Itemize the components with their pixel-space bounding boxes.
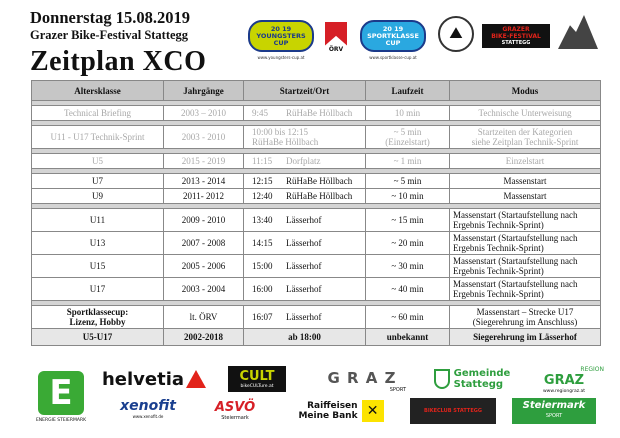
cell-jahrgang: 2015 - 2019 <box>164 154 244 169</box>
region-url: www.regiongraz.at <box>542 388 586 394</box>
festival-line3: STATTEGG <box>501 39 531 46</box>
cell-startzeit: 12:15 RüHaBe Höllbach <box>244 174 366 189</box>
cell-jahrgang: 2003 - 2004 <box>164 278 244 301</box>
cell-modus: Massenstart – Strecke U17 (Siegerehrung im Anschluss) <box>450 306 601 329</box>
sportklasse-url: www.sportklasse-cup.at <box>369 55 417 60</box>
cell-klasse: U15 <box>32 255 164 278</box>
cell-startzeit: 10:00 bis 12:15 RüHaBe Höllbach <box>244 126 366 149</box>
cell-klasse: U17 <box>32 278 164 301</box>
cell-klasse: U7 <box>32 174 164 189</box>
cell-jahrgang: 2003 - 2010 <box>164 126 244 149</box>
cell-laufzeit: ~ 5 min <box>366 174 450 189</box>
header-event: Grazer Bike-Festival Stattegg <box>30 28 189 42</box>
energie-steiermark-logo <box>33 366 89 428</box>
schedule-table <box>31 80 601 346</box>
youngsters-url: www.youngsters-cup.at <box>257 55 305 60</box>
gemeinde-line1: Gemeinde <box>453 368 511 379</box>
table-row <box>32 106 601 121</box>
col-modus: Modus <box>450 81 601 101</box>
table-row <box>32 209 601 232</box>
xenofit-url: www.xenofit.de <box>132 413 164 419</box>
cell-modus: Massenstart (Startaufstellung nach Ergebnis Technik-Sprint) <box>450 255 601 278</box>
cell-laufzeit: ~ 60 min <box>366 306 450 329</box>
sportklasse-cup-logo <box>356 16 430 60</box>
helvetia-triangle-icon <box>186 370 206 388</box>
cell-modus: Siegerehrung im Lässerhof <box>450 329 601 346</box>
cell-startzeit: 12:40 RüHaBe Höllbach <box>244 189 366 204</box>
graz-sport-logo <box>318 366 406 396</box>
cell-jahrgang: 2005 - 2006 <box>164 255 244 278</box>
raiffeisen-line2: Meine Bank <box>298 411 358 421</box>
helvetia-logo <box>102 368 206 390</box>
bikecult-logo <box>228 366 286 392</box>
col-jahrgaenge: Jahrgänge <box>164 81 244 101</box>
youngsters-year: 20 19 <box>270 24 292 33</box>
table-row <box>32 306 601 329</box>
cell-klasse: U11 - U17 Technik-Sprint <box>32 126 164 149</box>
stattegg-shield-icon <box>434 369 450 389</box>
cell-klasse: Technical Briefing <box>32 106 164 121</box>
orv-shape-icon <box>325 22 347 46</box>
cell-klasse: Sportklassecup: Lizenz, Hobby <box>32 306 164 329</box>
raiffeisen-logo <box>286 398 396 424</box>
cell-klasse: U5 <box>32 154 164 169</box>
cell-startzeit: ab 18:00 <box>244 329 366 346</box>
cell-modus: Massenstart (Startaufstellung nach Ergebnis Technik-Sprint) <box>450 232 601 255</box>
cell-laufzeit: 10 min <box>366 106 450 121</box>
gemeinde-stattegg-logo <box>430 366 514 392</box>
cell-modus: Startzeiten der Kategorien siehe Zeitplan Technik-Sprint <box>450 126 601 149</box>
cell-klasse: U9 <box>32 189 164 204</box>
orv-logo <box>322 16 350 58</box>
energie-icon: E <box>38 371 84 415</box>
sportklasse-cup: CUP <box>385 38 401 47</box>
table-row <box>32 232 601 255</box>
raiffeisen-line1: Raiffeisen <box>307 401 358 411</box>
cell-laufzeit: ~ 5 min (Einzelstart) <box>366 126 450 149</box>
cell-laufzeit: ~ 10 min <box>366 189 450 204</box>
xenofit-text: xenofit <box>120 397 176 414</box>
steiermark-sport-logo <box>512 398 596 424</box>
region-line1: REGION <box>580 365 604 373</box>
cell-startzeit: 13:40 Lässerhof <box>244 209 366 232</box>
col-startzeit: Startzeit/Ort <box>244 81 366 101</box>
festival-line2: BIKE-FESTIVAL <box>491 32 541 40</box>
graz-sub: SPORT <box>389 387 406 393</box>
steiermark-sub: SPORT <box>545 413 563 419</box>
cell-klasse: U5-U17 <box>32 329 164 346</box>
helvetia-text: helvetia <box>101 368 185 390</box>
cell-startzeit: 15:00 Lässerhof <box>244 255 366 278</box>
bikeclub-stattegg-logo <box>410 398 496 424</box>
youngsters-cup-logo <box>244 16 318 60</box>
table-row <box>32 126 601 149</box>
gemeinde-line2: Stattegg <box>453 379 504 390</box>
bikeclub-text: BIKECLUB STATTEGG <box>424 408 482 414</box>
cell-startzeit: 14:15 Lässerhof <box>244 232 366 255</box>
cell-laufzeit: ~ 20 min <box>366 232 450 255</box>
xenofit-logo <box>110 393 186 423</box>
col-altersklasse: Altersklasse <box>32 81 164 101</box>
cell-modus: Massenstart <box>450 174 601 189</box>
youngsters-cup: CUP <box>273 38 289 47</box>
cell-jahrgang: lt. ÖRV <box>164 306 244 329</box>
cell-klasse: U13 <box>32 232 164 255</box>
table-row <box>32 278 601 301</box>
cell-laufzeit: ~ 15 min <box>366 209 450 232</box>
sportklasse-year: 20 19 <box>382 24 404 33</box>
table-row <box>32 255 601 278</box>
sportklasse-name: SPORTKLASSE <box>367 31 419 40</box>
cell-modus: Massenstart (Startaufstellung nach Ergebnis Technik-Sprint) <box>450 209 601 232</box>
steiermark-text: Steiermark <box>522 400 586 411</box>
cell-startzeit: 16:00 Lässerhof <box>244 278 366 301</box>
table-row <box>32 154 601 169</box>
cell-jahrgang: 2009 - 2010 <box>164 209 244 232</box>
region-line2: GRAZ <box>543 372 585 388</box>
asvoe-logo <box>204 398 266 422</box>
graz-text: G R A Z <box>327 369 397 387</box>
cell-jahrgang: 2003 – 2010 <box>164 106 244 121</box>
cell-modus: Massenstart <box>450 189 601 204</box>
table-row <box>32 174 601 189</box>
cell-laufzeit: ~ 30 min <box>366 255 450 278</box>
cell-jahrgang: 2007 - 2008 <box>164 232 244 255</box>
header-date: Donnerstag 15.08.2019 <box>30 8 190 27</box>
mountain-bike-icon <box>556 12 600 52</box>
table-row <box>32 329 601 346</box>
cell-laufzeit: ~ 1 min <box>366 154 450 169</box>
orv-text: ÖRV <box>328 45 344 53</box>
region-graz-logo <box>524 364 604 396</box>
youngsters-name: YOUNGSTERS <box>256 31 306 40</box>
cell-startzeit: 11:15 Dorfplatz <box>244 154 366 169</box>
asvoe-sub: Steiermark <box>221 414 249 421</box>
cell-startzeit: 16:07 Lässerhof <box>244 306 366 329</box>
bike-festival-logo <box>482 24 550 48</box>
raiffeisen-cross-icon: ✕ <box>362 400 384 422</box>
bikecult-sub: bikeCULTure.at <box>240 384 274 389</box>
cell-jahrgang: 2013 - 2014 <box>164 174 244 189</box>
table-row <box>32 189 601 204</box>
cell-jahrgang: 2002-2018 <box>164 329 244 346</box>
cell-jahrgang: 2011- 2012 <box>164 189 244 204</box>
cell-modus: Einzelstart <box>450 154 601 169</box>
cell-modus: Technische Unterweisung <box>450 106 601 121</box>
seal-icon: ⛰ <box>438 16 474 52</box>
table-header-row <box>32 81 601 101</box>
energie-text: ENERGIE STEIERMARK <box>35 418 87 423</box>
page-title: Zeitplan XCO <box>30 46 207 77</box>
cell-modus: Massenstart (Startaufstellung nach Ergebnis Technik-Sprint) <box>450 278 601 301</box>
bikecult-text: CULT <box>239 369 275 384</box>
club-seal-logo <box>436 14 476 54</box>
cell-laufzeit: ~ 40 min <box>366 278 450 301</box>
festival-line1: GRAZER <box>502 25 530 33</box>
cell-laufzeit: unbekannt <box>366 329 450 346</box>
cell-startzeit: 9:45 RüHaBe Höllbach <box>244 106 366 121</box>
col-laufzeit: Laufzeit <box>366 81 450 101</box>
asvoe-text: ASVÖ <box>214 399 256 415</box>
cell-klasse: U11 <box>32 209 164 232</box>
